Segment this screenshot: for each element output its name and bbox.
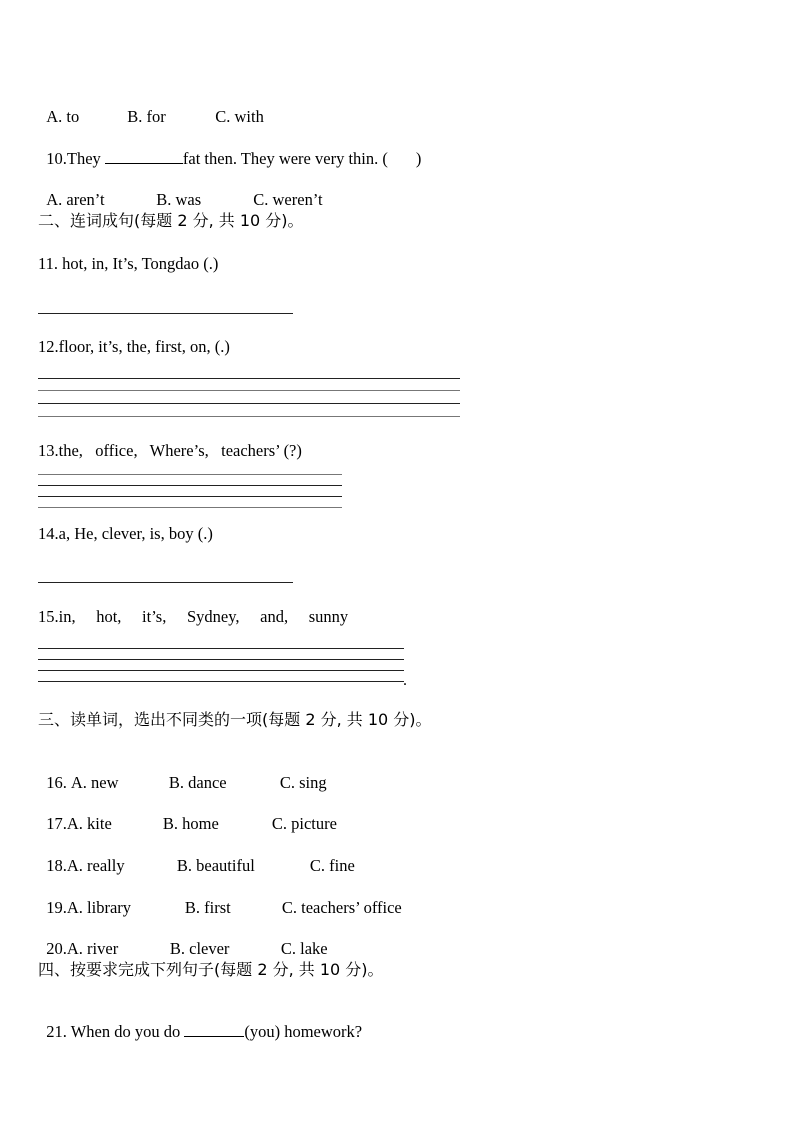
q17-row bbox=[38, 794, 337, 834]
q10-number: 10. bbox=[46, 149, 67, 168]
q21-suffix: (you) homework? bbox=[244, 1022, 363, 1041]
q9-option-b: B. for bbox=[127, 107, 166, 126]
q19-row bbox=[38, 878, 402, 918]
q16-option-c: C. sing bbox=[279, 773, 327, 792]
q10-option-b: B. was bbox=[156, 190, 202, 209]
q18-option-b: B. beautiful bbox=[176, 856, 255, 875]
q13-prompt: 13.the, office, Where’s, teachers’ (?) bbox=[38, 441, 302, 460]
q13-answer-line-3 bbox=[38, 496, 342, 497]
q20-option-c: C. lake bbox=[280, 939, 328, 958]
q19-option-a: A. library bbox=[66, 898, 132, 917]
q10-options bbox=[38, 170, 323, 210]
q16-option-a: A. new bbox=[70, 773, 119, 792]
q10-question bbox=[38, 129, 421, 169]
q21-question bbox=[38, 1002, 362, 1042]
q10-prefix: They bbox=[66, 149, 105, 168]
q10-suffix: fat then. They were very thin. ( bbox=[182, 149, 388, 168]
q9-options bbox=[38, 87, 264, 127]
q19-option-c: C. teachers’ office bbox=[281, 898, 402, 917]
q19-option-b: B. first bbox=[184, 898, 231, 917]
q14-answer-line[interactable] bbox=[38, 582, 293, 583]
q20-row bbox=[38, 919, 328, 959]
q12-answer-line-1[interactable] bbox=[38, 378, 460, 379]
q17-number: 17. bbox=[46, 814, 67, 833]
q11-answer-line[interactable] bbox=[38, 313, 293, 314]
q16-row bbox=[38, 753, 327, 793]
q13-answer-line-1[interactable] bbox=[38, 474, 342, 475]
section4-heading: 四、按要求完成下列句子(每题 2 分, 共 10 分)。 bbox=[38, 960, 384, 979]
q20-option-a: A. river bbox=[66, 939, 119, 958]
q15-prompt: 15.in, hot, it’s, Sydney, and, sunny bbox=[38, 607, 349, 626]
q10-option-c: C. weren’t bbox=[253, 190, 323, 209]
q11-prompt: 11. hot, in, It’s, Tongdao (.) bbox=[38, 254, 219, 273]
q9-option-a: A. to bbox=[46, 107, 80, 126]
q12-prompt: 12.floor, it’s, the, first, on, (.) bbox=[38, 337, 230, 356]
q20-number: 20. bbox=[46, 939, 67, 958]
q18-option-a: A. really bbox=[66, 856, 125, 875]
q15-answer-line-3 bbox=[38, 670, 404, 671]
q15-end-mark: . bbox=[403, 672, 407, 689]
q15-answer-line-2 bbox=[38, 659, 404, 660]
q13-answer-line-4 bbox=[38, 507, 342, 508]
q16-option-b: B. dance bbox=[168, 773, 227, 792]
q9-option-c: C. with bbox=[215, 107, 264, 126]
q12-answer-line-4 bbox=[38, 416, 460, 417]
q12-answer-line-3 bbox=[38, 403, 460, 404]
q16-number: 16. bbox=[46, 773, 67, 792]
section2-heading: 二、连词成句(每题 2 分, 共 10 分)。 bbox=[38, 211, 304, 230]
q13-answer-line-2 bbox=[38, 485, 342, 486]
q21-prefix: When do you do bbox=[70, 1022, 185, 1041]
q10-close: ) bbox=[415, 149, 422, 168]
q15-answer-line-4 bbox=[38, 681, 404, 682]
q17-option-c: C. picture bbox=[271, 814, 337, 833]
q18-option-c: C. fine bbox=[309, 856, 355, 875]
q12-answer-line-2 bbox=[38, 390, 460, 391]
q20-option-b: B. clever bbox=[169, 939, 230, 958]
q10-answer-blank[interactable] bbox=[105, 149, 183, 164]
q21-number: 21. bbox=[46, 1022, 71, 1041]
q15-answer-line-1[interactable] bbox=[38, 648, 404, 649]
q17-option-a: A. kite bbox=[66, 814, 112, 833]
q10-option-a: A. aren’t bbox=[46, 190, 105, 209]
q19-number: 19. bbox=[46, 898, 67, 917]
q21-answer-blank[interactable] bbox=[184, 1022, 244, 1037]
section3-heading: 三、读单词，选出不同类的一项(每题 2 分, 共 10 分)。 bbox=[38, 710, 432, 729]
q14-prompt: 14.a, He, clever, is, boy (.) bbox=[38, 524, 213, 543]
q18-row bbox=[38, 836, 355, 876]
q17-option-b: B. home bbox=[162, 814, 219, 833]
q18-number: 18. bbox=[46, 856, 67, 875]
